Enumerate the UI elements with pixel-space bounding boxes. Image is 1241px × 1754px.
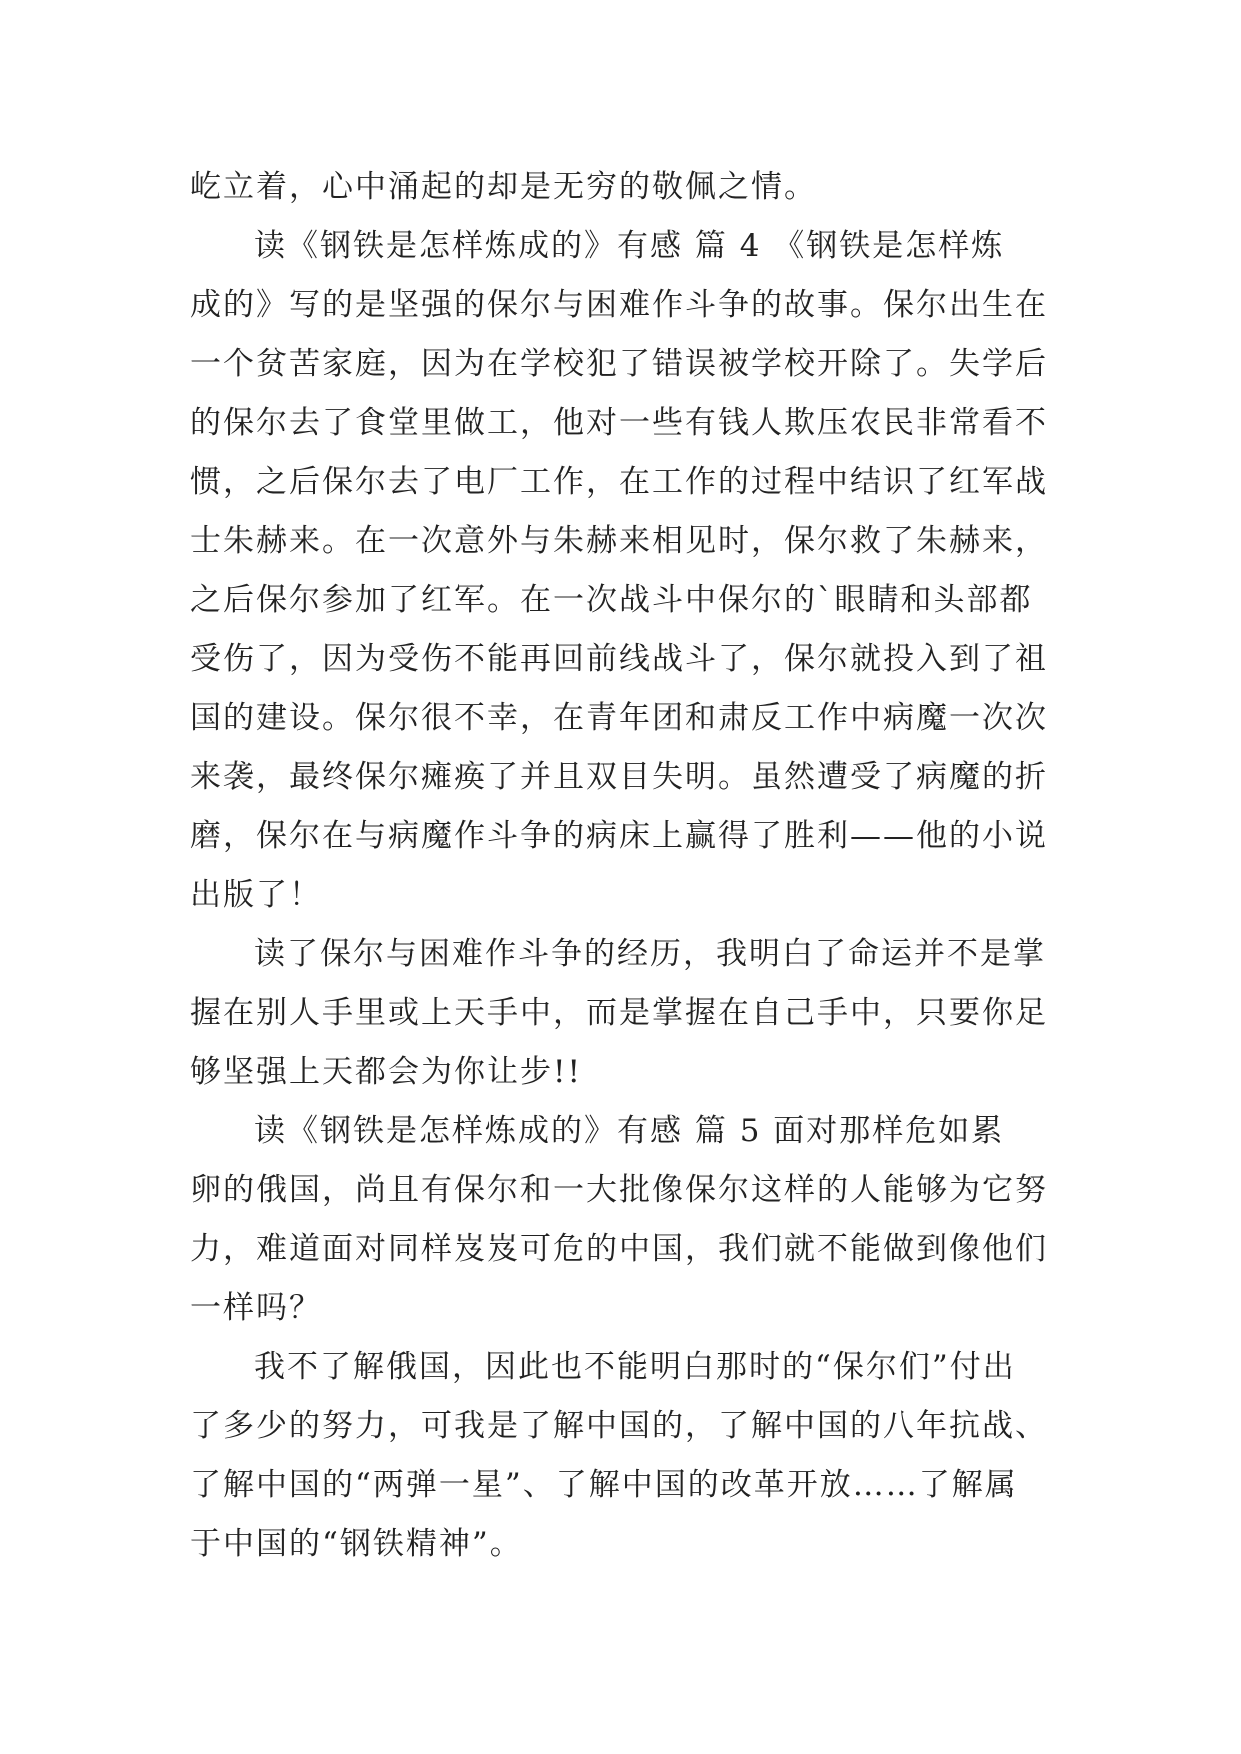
text-line: 成的》写的是坚强的保尔与困难作斗争的故事。保尔出生在 [190, 287, 1048, 323]
text-line: 受伤了，因为受伤不能再回前线战斗了，保尔就投入到了祖 [190, 641, 1048, 677]
text-line: 一个贫苦家庭，因为在学校犯了错误被学校开除了。失学后 [190, 346, 1048, 382]
text-line: 一样吗？ [190, 1290, 322, 1326]
text-line: 读了保尔与困难作斗争的经历，我明白了命运并不是掌 [254, 936, 1046, 972]
text-line: 国的建设。保尔很不幸，在青年团和肃反工作中病魔一次次 [190, 700, 1048, 736]
text-line: 于中国的“钢铁精神”。 [190, 1526, 523, 1562]
paragraph-5 [190, 1338, 1054, 1574]
text-line: 我不了解俄国，因此也不能明白那时的“保尔们”付出 [254, 1349, 1016, 1385]
text-line: 的保尔去了食堂里做工，他对一些有钱人欺压农民非常看不 [190, 405, 1048, 441]
text-line: 士朱赫来。在一次意外与朱赫来相见时，保尔救了朱赫来， [190, 523, 1048, 559]
text-line: 卵的俄国，尚且有保尔和一大批像保尔这样的人能够为它努 [190, 1172, 1048, 1208]
text-line: 够坚强上天都会为你让步!! [190, 1054, 582, 1090]
text-line: 出版了！ [190, 877, 322, 913]
text-line: 来袭，最终保尔瘫痪了并且双目失明。虽然遭受了病魔的折 [190, 759, 1048, 795]
paragraph-4 [190, 1102, 1054, 1338]
text-line: 了解中国的“两弹一星”、了解中国的改革开放……了解属 [190, 1467, 1018, 1503]
paragraph-1 [190, 158, 1054, 217]
paragraph-3 [190, 925, 1054, 1102]
text-line: 屹立着，心中涌起的却是无穷的敬佩之情。 [190, 169, 817, 205]
paragraph-2 [190, 217, 1054, 925]
text-line: 了多少的努力，可我是了解中国的，了解中国的八年抗战、 [190, 1408, 1048, 1444]
text-line: 读《钢铁是怎样炼成的》有感 篇 4 《钢铁是怎样炼 [254, 228, 1005, 264]
text-line: 力，难道面对同样岌岌可危的中国，我们就不能做到像他们 [190, 1231, 1048, 1267]
text-line: 之后保尔参加了红军。在一次战斗中保尔的`眼睛和头部都 [190, 582, 1033, 618]
document-body [190, 158, 1054, 1574]
text-line: 磨，保尔在与病魔作斗争的病床上赢得了胜利——他的小说 [190, 818, 1048, 854]
text-line: 握在别人手里或上天手中，而是掌握在自己手中，只要你足 [190, 995, 1048, 1031]
text-line: 读《钢铁是怎样炼成的》有感 篇 5 面对那样危如累 [254, 1113, 1005, 1149]
text-line: 惯，之后保尔去了电厂工作，在工作的过程中结识了红军战 [190, 464, 1048, 500]
